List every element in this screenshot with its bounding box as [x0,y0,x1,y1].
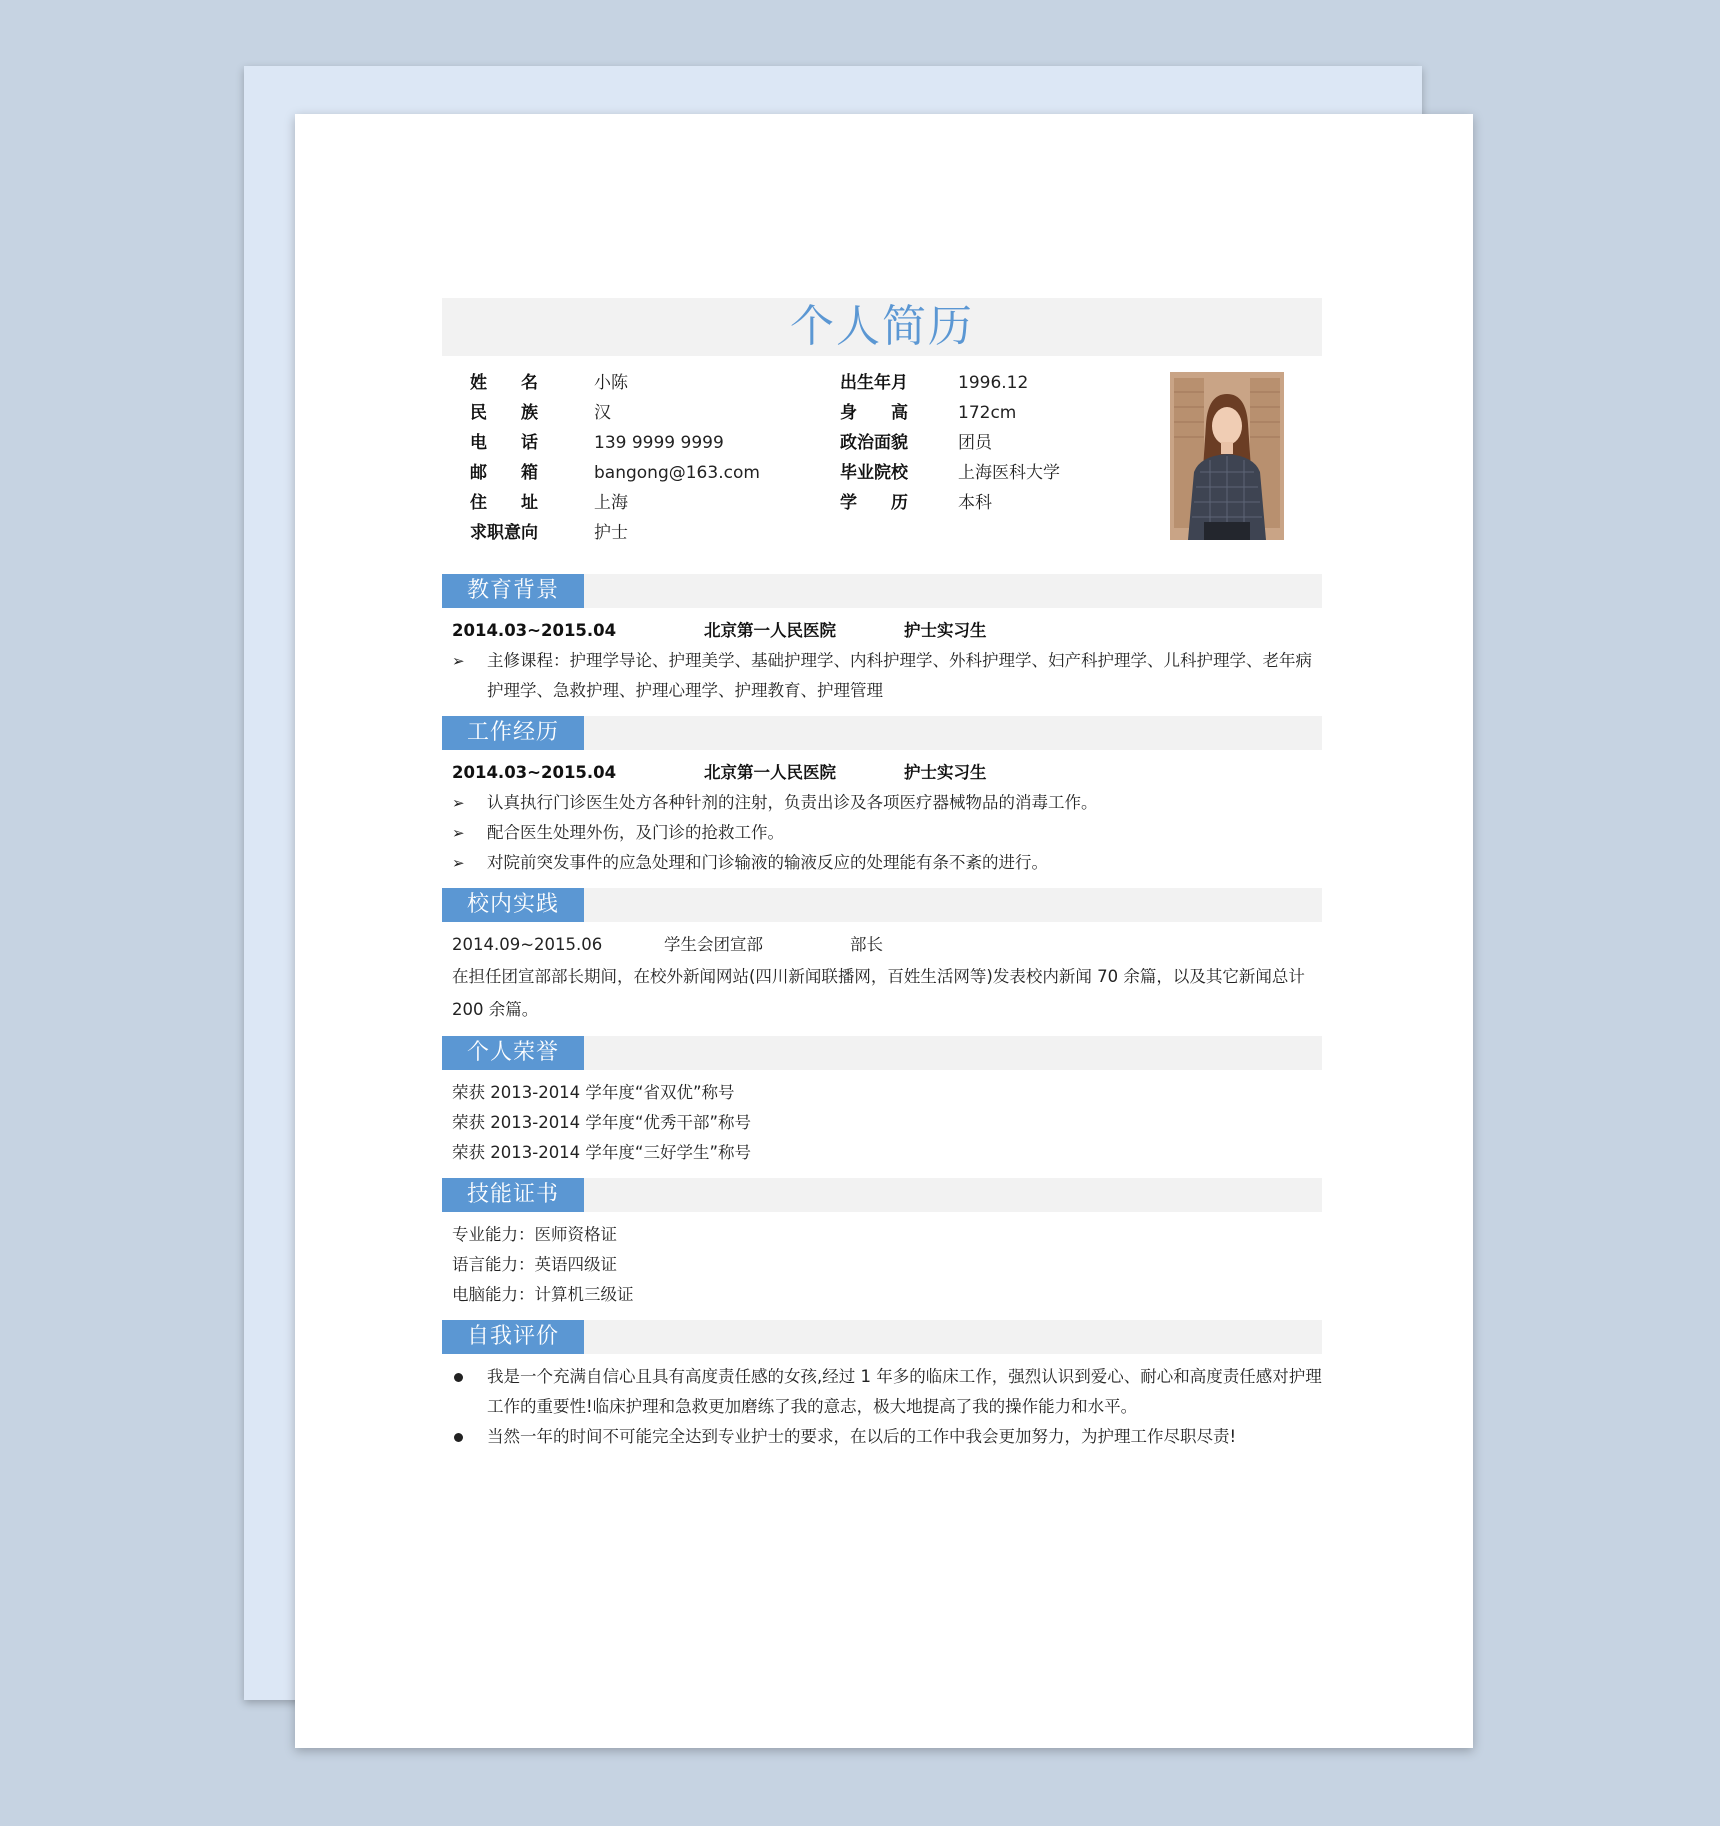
entry-organization: 北京第一人民医院 [704,621,836,640]
self-eval-text: 我是一个充满自信心且具有高度责任感的女孩,经过 1 年多的临床工作，强烈认识到爱心、耐心和高度责任感对护理工作的重要性!临床护理和急救更加磨练了我的意志，极大地提高了我的操作能力和水平。 [487,1367,1322,1416]
info-row-birth [840,368,1060,398]
section-header [442,888,1322,922]
entry-row [452,930,1322,960]
info-value: 1996.12 [958,373,1029,393]
arrow-bullet-icon: ➢ [452,794,465,812]
list-item [452,1422,1322,1452]
section-body [442,1212,1322,1314]
honor-item: 荣获 2013-2014 学年度“优秀干部”称号 [452,1113,752,1132]
section-skills [442,1178,1322,1314]
info-column-left [470,368,760,548]
work-item-text: 对院前突发事件的应急处理和门诊输液的输液反应的处理能有条不紊的进行。 [487,853,1048,872]
courses-text: 主修课程：护理学导论、护理美学、基础护理学、内科护理学、外科护理学、妇产科护理学、儿科护理学、老年病护理学、急救护理、护理心理学、护理教育、护理管理 [487,651,1312,700]
info-value: 139 9999 9999 [594,433,724,453]
info-row-objective [470,518,760,548]
info-row-name [470,368,760,398]
section-body [442,1354,1322,1456]
section-body [442,922,1322,1030]
entry-row [452,758,1322,788]
entry-role: 护士实习生 [904,621,987,640]
work-item-text: 认真执行门诊医生处方各种针剂的注射，负责出诊及各项医疗器械物品的消毒工作。 [487,793,1098,812]
info-row-phone [470,428,760,458]
list-item [452,1362,1322,1422]
info-row-ethnicity [470,398,760,428]
info-value: 本科 [958,493,992,513]
info-value: 上海医科大学 [958,463,1060,483]
resume-title: 个人简历 [442,298,1322,356]
dot-bullet-icon [454,1373,463,1382]
list-item [452,788,1322,818]
arrow-bullet-icon: ➢ [452,824,465,842]
section-header [442,716,1322,750]
info-label: 邮 箱 [470,463,538,483]
work-item-text: 配合医生处理外伤，及门诊的抢救工作。 [487,823,784,842]
campus-description: 在担任团宣部部长期间，在校外新闻网站(四川新闻联播网，百姓生活网等)发表校内新闻 70 余篇，以及其它新闻总计 200 余篇。 [452,967,1305,1019]
section-honors [442,1036,1322,1172]
section-body [442,750,1322,882]
info-value: 172cm [958,403,1017,423]
section-header [442,1320,1322,1354]
info-row-degree [840,488,1060,518]
info-label: 姓 名 [470,373,538,393]
honor-item: 荣获 2013-2014 学年度“三好学生”称号 [452,1143,752,1162]
info-label: 毕业院校 [840,463,908,483]
self-eval-text: 当然一年的时间不可能完全达到专业护士的要求，在以后的工作中我会更加努力，为护理工作尽职尽责! [487,1427,1237,1446]
section-header [442,574,1322,608]
section-body [442,1070,1322,1172]
info-label: 民 族 [470,403,538,423]
info-value: 上海 [594,493,628,513]
info-row-email [470,458,760,488]
resume [442,298,1322,1456]
entry-organization: 北京第一人民医院 [704,763,836,782]
honor-item: 荣获 2013-2014 学年度“省双优”称号 [452,1083,735,1102]
info-value: 团员 [958,433,992,453]
info-label: 住 址 [470,493,538,513]
section-title: 自我评价 [442,1320,584,1354]
info-column-right [840,368,1060,518]
entry-role: 护士实习生 [904,763,987,782]
section-header [442,1178,1322,1212]
info-label: 求职意向 [470,523,538,543]
section-header [442,1036,1322,1070]
section-title: 技能证书 [442,1178,584,1212]
skill-item: 专业能力：医师资格证 [452,1225,617,1244]
info-label: 身 高 [840,403,908,423]
list-item [452,818,1322,848]
info-label: 学 历 [840,493,908,513]
list-item [452,646,1322,706]
entry-organization: 学生会团宣部 [664,935,763,954]
info-label: 政治面貌 [840,433,908,453]
entry-date: 2014.09~2015.06 [452,935,603,954]
personal-info [442,356,1322,568]
section-body [442,608,1322,710]
info-value: bangong@163.com [594,463,760,483]
info-value: 汉 [594,403,611,423]
section-title: 工作经历 [442,716,584,750]
arrow-bullet-icon: ➢ [452,854,465,872]
entry-role: 部长 [850,935,883,954]
entry-date: 2014.03~2015.04 [452,763,617,782]
info-row-school [840,458,1060,488]
info-row-address [470,488,760,518]
section-title: 教育背景 [442,574,584,608]
section-campus [442,888,1322,1030]
entry-row [452,616,1322,646]
entry-date: 2014.03~2015.04 [452,621,617,640]
info-value: 护士 [594,523,628,543]
info-label: 电 话 [470,433,538,453]
section-title: 个人荣誉 [442,1036,584,1070]
skill-item: 电脑能力：计算机三级证 [452,1285,634,1304]
info-value: 小陈 [594,373,628,393]
profile-photo [1170,372,1284,540]
info-label: 出生年月 [840,373,908,393]
info-row-political [840,428,1060,458]
section-title: 校内实践 [442,888,584,922]
arrow-bullet-icon: ➢ [452,652,465,670]
section-self-evaluation [442,1320,1322,1456]
skill-item: 语言能力：英语四级证 [452,1255,617,1274]
dot-bullet-icon [454,1433,463,1442]
resume-page [295,114,1473,1748]
section-work [442,716,1322,882]
list-item [452,848,1322,878]
section-education [442,574,1322,710]
info-row-height [840,398,1060,428]
